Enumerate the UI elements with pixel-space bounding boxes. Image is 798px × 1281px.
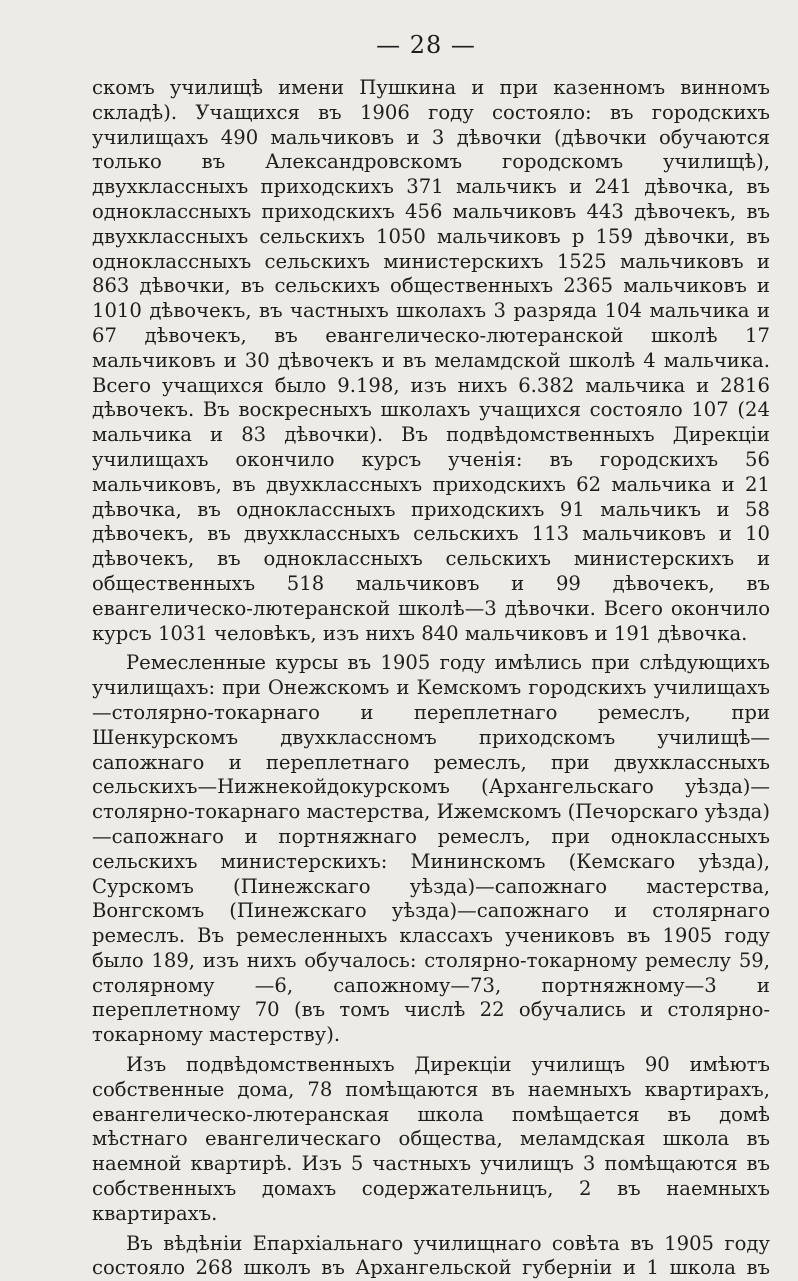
paragraph-diocesan-council: Въ вѣдѣніи Епархіальнаго училищнаго совѣта въ 1905 году состояло 268 школъ въ Архангельской губерніи и 1 школа въ: [92, 1231, 770, 1280]
paragraph-enrollment: скомъ училищѣ имени Пушкина и при казенномъ винномъ складѣ). Учащихся въ 1906 году состояло: въ городскихъ училищахъ 490 мальчиковъ и 3 дѣвочки (дѣвочки обучаются только въ Александровскомъ городскомъ училищѣ), двухклассныхъ приходскихъ 371 мальчикъ и 241 дѣвочка, въ одноклассныхъ приходскихъ 456 мальчиковъ 443 дѣвочекъ, въ двухклассныхъ сельскихъ 1050 мальчиковъ р 159 дѣвочки, въ одноклассныхъ сельскихъ министерскихъ 1525 мальчиковъ и 863 дѣвочки, въ сельскихъ общественныхъ 2365 мальчиковъ и 1010 дѣвочекъ, въ частныхъ школахъ 3 разряда 104 мальчика и 67 дѣвочекъ, въ евангелическо-лютеранской школѣ 17 мальчиковъ и 30 дѣвочекъ и въ меламдской школѣ 4 мальчика. Всего учащихся было 9.198, изъ нихъ 6.382 мальчика и 2816 дѣвочекъ. Въ воскресныхъ школахъ учащихся состояло 107 (24 мальчика и 83 дѣвочки). Въ подвѣдомственныхъ Дирекціи училищахъ окончило курсъ ученія: въ городскихъ 56 мальчиковъ, въ двухклассныхъ приходскихъ 62 мальчика и 21 дѣвочка, въ одноклассныхъ приходскихъ 91 мальчикъ и 58 дѣвочекъ, въ двухклассныхъ сельскихъ 113 мальчиковъ и 10 дѣвочекъ, въ одноклассныхъ сельскихъ министерскихъ и общественныхъ 518 мальчиковъ и 99 дѣвочекъ, въ евангелическо-лютеранской школѣ—3 дѣвочки. Всего окончило курсъ 1031 человѣкъ, изъ нихъ 840 мальчиковъ и 191 дѣвочка.: [92, 76, 770, 645]
body-text: [92, 76, 770, 1281]
page-number: — 28 —: [376, 31, 476, 59]
paragraph-school-buildings: Изъ подвѣдомственныхъ Дирекціи училищъ 90 имѣютъ собственные дома, 78 помѣщаются въ наемныхъ квартирахъ, евангелическо-лютеранская школа помѣщается въ домѣ мѣстнаго евангелическаго общества, меламдская школа въ наемной квартирѣ. Изъ 5 частныхъ училищъ 3 помѣщаются въ собственныхъ домахъ содержательницъ, 2 въ наемныхъ квартирахъ.: [92, 1053, 770, 1225]
paragraph-craft-courses: Ремесленные курсы въ 1905 году имѣлись при слѣдующихъ училищахъ: при Онежскомъ и Кемскомъ городскихъ училищахъ —столярно-токарнаго и переплетнаго ремеслъ, при Шенкурскомъ двухклассномъ приходскомъ училищѣ—сапожнаго и переплетнаго ремеслъ, при двухклассныхъ сельскихъ—Нижнекойдокурскомъ (Архангельскаго уѣзда)—столярно-токарнаго мастерства, Ижемскомъ (Печорскаго уѣзда)—сапожнаго и портняжнаго ремеслъ, при одноклассныхъ сельскихъ министерскихъ: Мининскомъ (Кемскаго уѣзда), Сурскомъ (Пинежскаго уѣзда)—сапожнаго мастерства, Вонгскомъ (Пинежскаго уѣзда)—сапожнаго и столярнаго ремеслъ. Въ ремесленныхъ классахъ учениковъ въ 1905 году было 189, изъ нихъ обучалось: столярно-токарному ремеслу 59, столярному —6, сапожному—73, портняжному—3 и переплетному 70 (въ томъ числѣ 22 обучались и столярно-токарному мастерству).: [92, 651, 770, 1047]
